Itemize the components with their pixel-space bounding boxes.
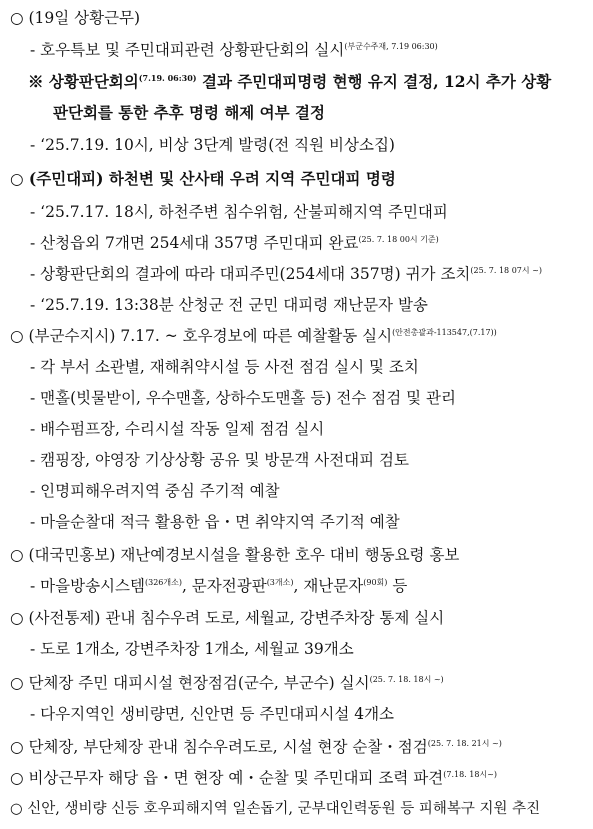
bullet-broadcast: - 마을방송시스템$^{(326개소)}$, 문자전광판$^{(3개소)}$, 재난문자$^{(90회)}$ 등	[30, 577, 408, 595]
section-road-patrol: ○ 단체장, 부단체장 관내 침수우려도로, 시설 현장 순찰・점검$^{(25. 7. 18. 21시 \sim)}$	[10, 738, 502, 756]
section-shelter-inspection: ○ 단체장 주민 대피시설 현장점검(군수, 부군수) 실시$^{(25. 7. 18. 18시 \sim)}$	[10, 674, 444, 692]
bullet-road-control: - 도로 1개소, 강변주차장 1개소, 세월교 39개소	[30, 640, 354, 658]
bullet-risk-area: - 인명피해우려지역 중심 주기적 예찰	[30, 482, 280, 500]
note-meeting-result-cont: 판단회를 통한 추후 명령 해제 여부 결정	[53, 103, 325, 122]
bullet-shelters: - 다우지역인 생비량면, 신안면 등 주민대피시설 4개소	[30, 705, 395, 723]
bullet-alert-message: - ‘25.7.19. 13:38분 산청군 전 군민 대피령 재난문자 발송	[30, 296, 428, 314]
bullet-evac-start: - ‘25.7.17. 18시, 하천주변 침수위험, 산불피해지역 주민대피	[30, 203, 448, 221]
section-public-notice: ○ (대국민홍보) 재난예경보시설을 활용한 호우 대비 행동요령 홍보	[10, 546, 460, 564]
section-19th-status: ○ (19일 상황근무)	[10, 9, 141, 27]
bullet-pump-station: - 배수펌프장, 수리시설 작동 일제 점검 실시	[30, 420, 325, 438]
bullet-manhole: - 맨홀(빗물받이, 우수맨홀, 상하수도맨홀 등) 전수 점검 및 관리	[30, 389, 456, 407]
bullet-return-home: - 상황판단회의 결과에 따라 대피주민(254세대 357명) 귀가 조치$^{(25. 7. 18 07시 \sim)}$	[30, 265, 542, 283]
section-vice-governor-order: ○ (부군수지시) 7.17. ~ 호우경보에 따른 예찰활동 실시$^{(안전총괄과-113547,(7.17))}$	[10, 327, 497, 345]
bullet-facility-check: - 각 부서 소관별, 재해취약시설 등 사전 점검 실시 및 조치	[30, 358, 419, 376]
bullet-patrol: - 마을순찰대 적극 활용한 읍・면 취약지역 주기적 예찰	[30, 513, 400, 531]
note-meeting-result: ※ 상황판단회의$^{(7.19. 06:30)}$ 결과 주민대피명령 현행 유지 결정, 12시 추가 상황	[28, 72, 552, 91]
section-staff-dispatch: ○ 비상근무자 해당 읍・면 현장 예・순찰 및 주민대피 조력 파견$^{(7.18. 18시\sim)}$	[10, 769, 498, 787]
section-recovery-support: ○ 신안, 생비량 신등 호우피해지역 일손돕기, 군부대인력동원 등 피해복구 지원 추진	[10, 801, 541, 817]
bullet-meeting: - 호우특보 및 주민대피관련 상황판단회의 실시$^{(부군수주재, 7.19 06:30)}$	[30, 41, 438, 59]
bullet-emergency-level: - ‘25.7.19. 10시, 비상 3단계 발령(전 직원 비상소집)	[30, 136, 395, 154]
section-pre-control: ○ (사전통제) 관내 침수우려 도로, 세월교, 강변주차장 통제 실시	[10, 609, 445, 627]
bullet-evac-complete: - 산청읍외 7개면 254세대 357명 주민대피 완료$^{(25. 7. 18 00시 기준)}$	[30, 234, 439, 252]
section-evacuation: ○ (주민대피) 하천변 및 산사태 우려 지역 주민대피 명령	[10, 169, 396, 188]
bullet-campsite: - 캠핑장, 야영장 기상상황 공유 및 방문객 사전대피 검토	[30, 451, 409, 469]
